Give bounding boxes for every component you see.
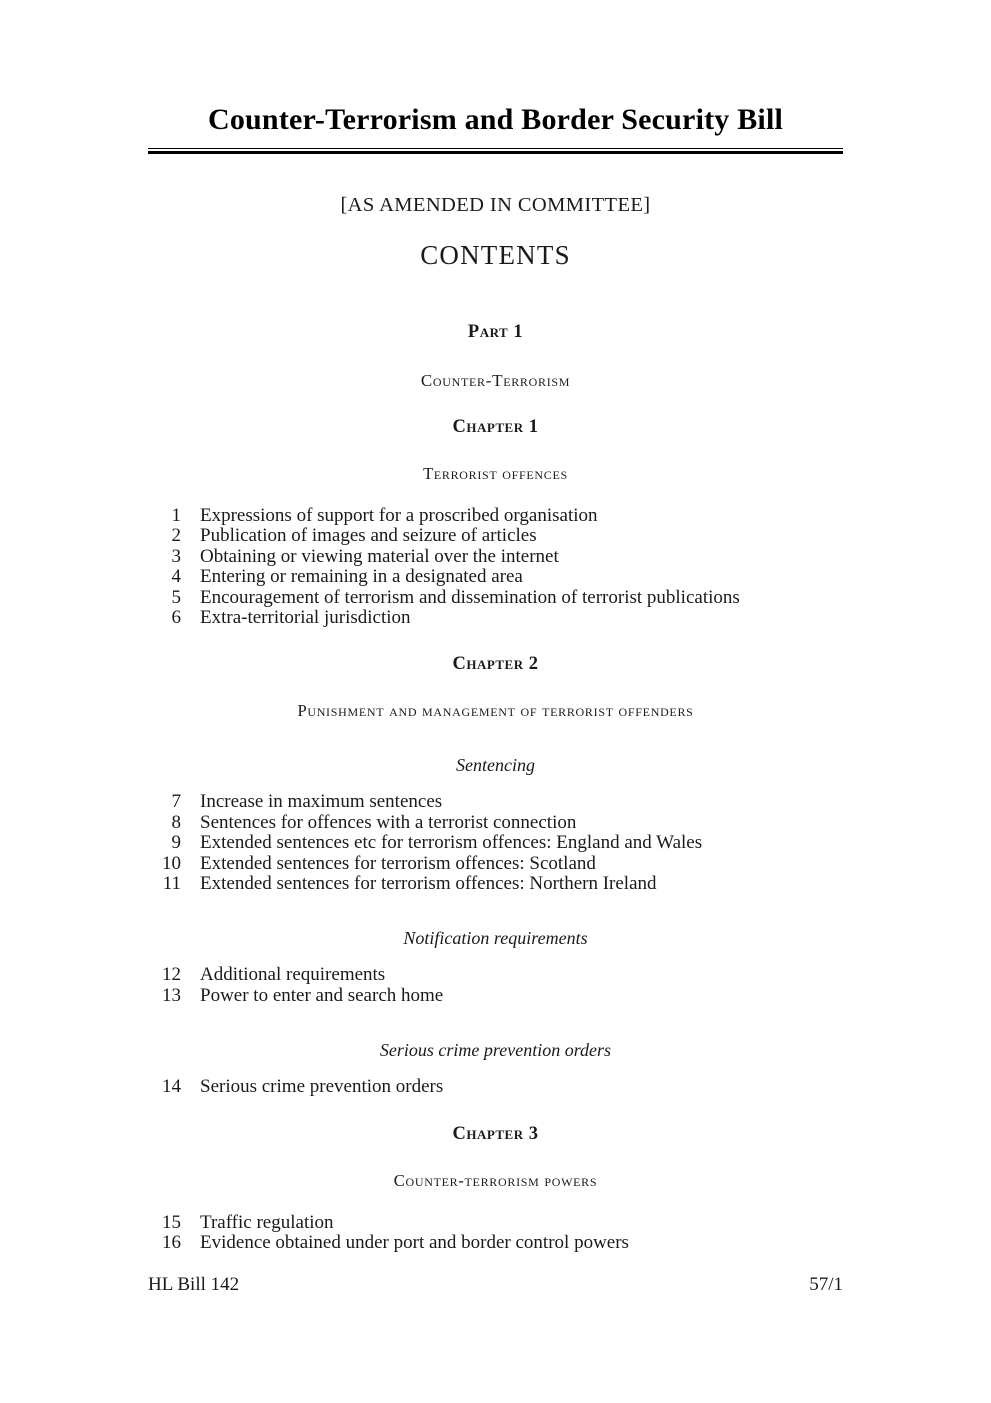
clause-list-chapter-3 (148, 1213, 843, 1254)
page-reference: 57/1 (809, 1274, 843, 1295)
section-heading-notification: Notification requirements (403, 928, 588, 949)
clause-title: Obtaining or viewing material over the internet (200, 545, 559, 567)
chapter-2-heading: Chapter 2 (452, 654, 539, 675)
list-item[interactable] (148, 1213, 843, 1233)
clause-number: 16 (162, 1232, 181, 1254)
page-title: Counter-Terrorism and Border Security Bill (207, 103, 784, 136)
clause-number: 7 (171, 791, 181, 813)
clause-number: 5 (171, 586, 181, 608)
clause-title: Expressions of support for a proscribed organisation (200, 505, 598, 526)
clause-number: 14 (162, 1076, 181, 1098)
list-item[interactable] (148, 854, 843, 874)
title-divider-thick-rule (148, 151, 843, 154)
chapter-1-subtitle: Terrorist offences (423, 464, 568, 483)
bill-reference: HL Bill 142 (148, 1274, 240, 1295)
list-item[interactable] (148, 1077, 843, 1097)
list-item[interactable] (148, 833, 843, 853)
section-heading-sentencing: Sentencing (456, 755, 535, 776)
title-block (148, 103, 843, 154)
list-item[interactable] (148, 547, 843, 567)
amendment-note: [AS AMENDED IN COMMITTEE] (340, 194, 651, 216)
chapter-2-subtitle: Punishment and management of terrorist offenders (297, 701, 694, 721)
clause-number: 6 (171, 607, 181, 629)
clause-title: Entering or remaining in a designated area (200, 566, 523, 588)
list-item[interactable] (148, 506, 843, 526)
clause-number: 1 (171, 505, 181, 526)
chapter-1-heading: Chapter 1 (452, 417, 539, 437)
section-heading-scpo: Serious crime prevention orders (379, 1040, 612, 1061)
chapter-3-subtitle: Counter-terrorism powers (393, 1170, 598, 1190)
clause-list-notification (148, 965, 843, 1006)
clause-title: Traffic regulation (200, 1211, 334, 1233)
list-item[interactable] (148, 588, 843, 608)
contents-body (148, 322, 843, 1254)
clause-number: 8 (171, 811, 181, 833)
list-item[interactable] (148, 608, 843, 628)
list-item[interactable] (148, 567, 843, 587)
clause-list-scpo (148, 1077, 843, 1097)
contents-heading: CONTENTS (420, 240, 571, 270)
clause-title: Increase in maximum sentences (200, 791, 443, 813)
clause-number: 2 (171, 525, 181, 547)
clause-number: 13 (162, 984, 181, 1006)
clause-number: 9 (171, 832, 181, 854)
part-1-heading: Part 1 (467, 322, 524, 342)
clause-title: Additional requirements (200, 964, 386, 986)
clause-title: Extended sentences for terrorism offences: Scotland (200, 852, 596, 874)
list-item[interactable] (148, 813, 843, 833)
clause-title: Extra-territorial jurisdiction (200, 607, 411, 629)
clause-title: Sentences for offences with a terrorist connection (200, 811, 577, 833)
chapter-3-heading: Chapter 3 (452, 1123, 539, 1144)
clause-title: Encouragement of terrorism and dissemination of terrorist publications (200, 586, 740, 608)
part-1-subtitle: Counter-Terrorism (420, 371, 571, 390)
page-footer (148, 1274, 843, 1296)
clause-number: 4 (171, 566, 181, 588)
clause-number: 12 (162, 964, 181, 986)
title-divider (148, 148, 843, 155)
clause-list-sentencing (148, 792, 843, 894)
clause-number: 11 (162, 873, 181, 895)
list-item[interactable] (148, 874, 843, 894)
list-item[interactable] (148, 1233, 843, 1253)
clause-title: Extended sentences for terrorism offences: Northern Ireland (200, 873, 657, 895)
list-item[interactable] (148, 986, 843, 1006)
clause-title: Power to enter and search home (200, 984, 444, 1006)
list-item[interactable] (148, 792, 843, 812)
list-item[interactable] (148, 965, 843, 985)
clause-number: 10 (162, 852, 181, 874)
clause-title: Publication of images and seizure of articles (200, 525, 537, 547)
clause-title: Serious crime prevention orders (200, 1076, 444, 1098)
clause-title: Extended sentences etc for terrorism offences: England and Wales (200, 832, 703, 854)
clause-list-chapter-1 (148, 506, 843, 628)
clause-number: 3 (171, 545, 181, 567)
list-item[interactable] (148, 526, 843, 546)
clause-number: 15 (162, 1211, 181, 1233)
clause-title: Evidence obtained under port and border control powers (200, 1232, 629, 1254)
